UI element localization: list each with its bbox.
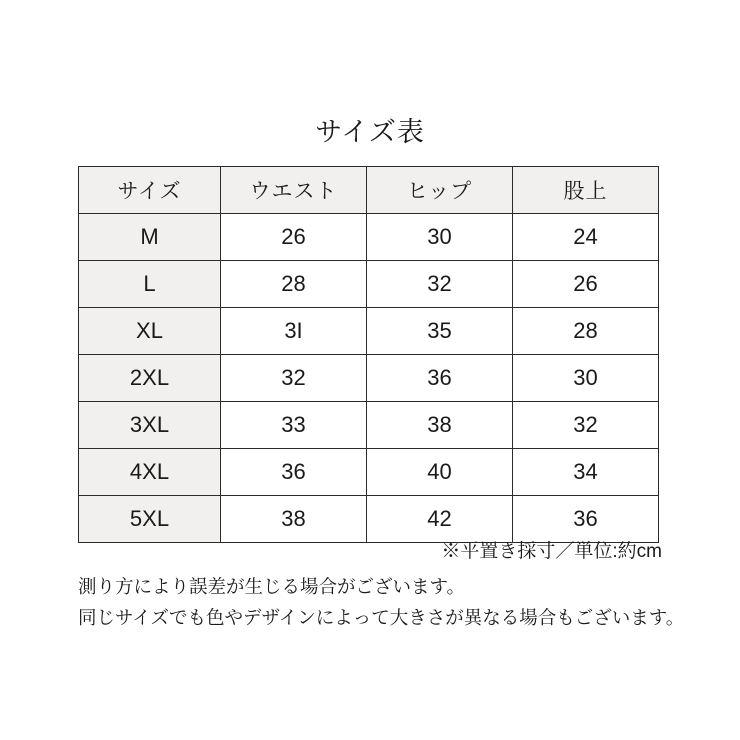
cell-waist: 38 bbox=[221, 496, 367, 543]
cell-rise: 26 bbox=[513, 261, 659, 308]
cell-size: L bbox=[79, 261, 221, 308]
cell-hip: 36 bbox=[367, 355, 513, 402]
disclaimer-notes bbox=[78, 572, 698, 633]
cell-rise: 36 bbox=[513, 496, 659, 543]
cell-size: M bbox=[79, 214, 221, 261]
table-row bbox=[79, 355, 659, 402]
cell-hip: 32 bbox=[367, 261, 513, 308]
cell-waist: 33 bbox=[221, 402, 367, 449]
page-title: サイズ表 bbox=[315, 117, 425, 147]
cell-rise: 30 bbox=[513, 355, 659, 402]
table-row bbox=[79, 308, 659, 355]
cell-size: 3XL bbox=[79, 402, 221, 449]
cell-hip: 35 bbox=[367, 308, 513, 355]
cell-hip: 42 bbox=[367, 496, 513, 543]
cell-size: XL bbox=[79, 308, 221, 355]
column-header-size: サイズ bbox=[79, 167, 221, 214]
cell-waist: 28 bbox=[221, 261, 367, 308]
cell-size: 2XL bbox=[79, 355, 221, 402]
cell-rise: 28 bbox=[513, 308, 659, 355]
cell-size: 4XL bbox=[79, 449, 221, 496]
table-row bbox=[79, 449, 659, 496]
size-table-container bbox=[78, 166, 658, 543]
cell-hip: 30 bbox=[367, 214, 513, 261]
cell-rise: 24 bbox=[513, 214, 659, 261]
cell-hip: 40 bbox=[367, 449, 513, 496]
cell-size: 5XL bbox=[79, 496, 221, 543]
disclaimer-line-1: 測り方により誤差が生じる場合がございます。 bbox=[78, 576, 466, 597]
cell-rise: 34 bbox=[513, 449, 659, 496]
column-header-rise: 股上 bbox=[513, 167, 659, 214]
column-header-hip: ヒップ bbox=[367, 167, 513, 214]
table-header-row bbox=[79, 167, 659, 214]
cell-waist: 3I bbox=[221, 308, 367, 355]
cell-rise: 32 bbox=[513, 402, 659, 449]
cell-hip: 38 bbox=[367, 402, 513, 449]
table-row bbox=[79, 402, 659, 449]
cell-waist: 32 bbox=[221, 355, 367, 402]
column-header-waist: ウエスト bbox=[221, 167, 367, 214]
cell-waist: 36 bbox=[221, 449, 367, 496]
cell-waist: 26 bbox=[221, 214, 367, 261]
table-row bbox=[79, 261, 659, 308]
measurement-note: ※平置き採寸／単位:約cm bbox=[441, 541, 662, 562]
size-table bbox=[78, 166, 659, 543]
table-row bbox=[79, 214, 659, 261]
disclaimer-line-2: 同じサイズでも色やデザインによって大きさが異なる場合もございます。 bbox=[78, 606, 685, 628]
